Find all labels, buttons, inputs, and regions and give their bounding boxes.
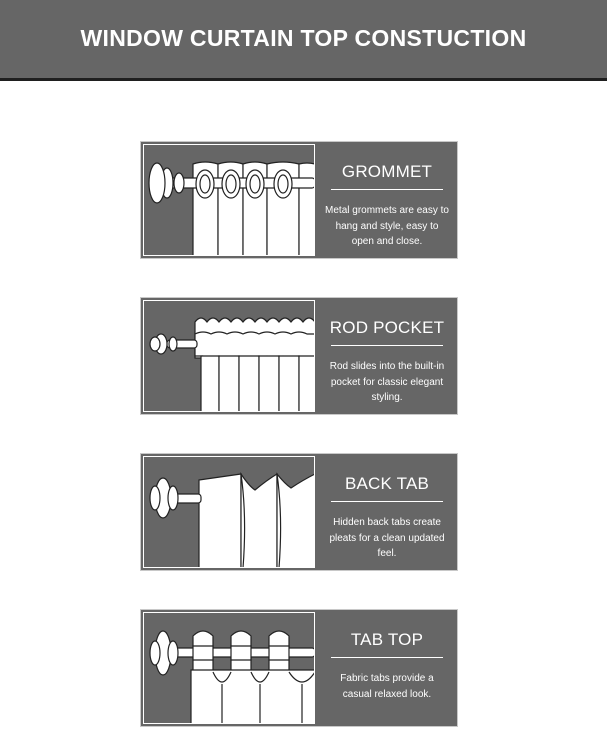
tab-top-illustration — [143, 612, 315, 724]
page-title: WINDOW CURTAIN TOP CONSTUCTION — [80, 24, 527, 51]
back-tab-illustration — [143, 456, 315, 568]
title-divider — [331, 501, 443, 502]
card-description: Rod slides into the built-in pocket for classic elegant styling. — [329, 361, 445, 403]
card-description: Metal grommets are easy to hang and style, easy to open and close. — [325, 205, 449, 247]
card-rod-pocket — [140, 297, 458, 415]
card-back-tab — [140, 453, 458, 571]
tab-top-info — [317, 610, 457, 726]
card-title: TAB TOP — [350, 630, 424, 649]
title-divider — [331, 189, 443, 190]
card-tab-top — [140, 609, 458, 727]
grommet-illustration — [143, 144, 315, 256]
card-title: ROD POCKET — [329, 318, 445, 337]
title-divider — [331, 657, 443, 658]
back-tab-info — [317, 454, 457, 570]
rod-pocket-illustration — [143, 300, 315, 412]
card-description: Fabric tabs provide a casual relaxed look. — [340, 673, 434, 700]
grommet-info — [317, 142, 457, 258]
page-header — [0, 0, 607, 81]
card-title: GROMMET — [341, 162, 433, 181]
card-title: BACK TAB — [344, 474, 430, 493]
rod-pocket-info — [317, 298, 457, 414]
card-description: Hidden back tabs create pleats for a clean updated feel. — [329, 517, 445, 559]
card-grommet — [140, 141, 458, 259]
title-divider — [331, 345, 443, 346]
